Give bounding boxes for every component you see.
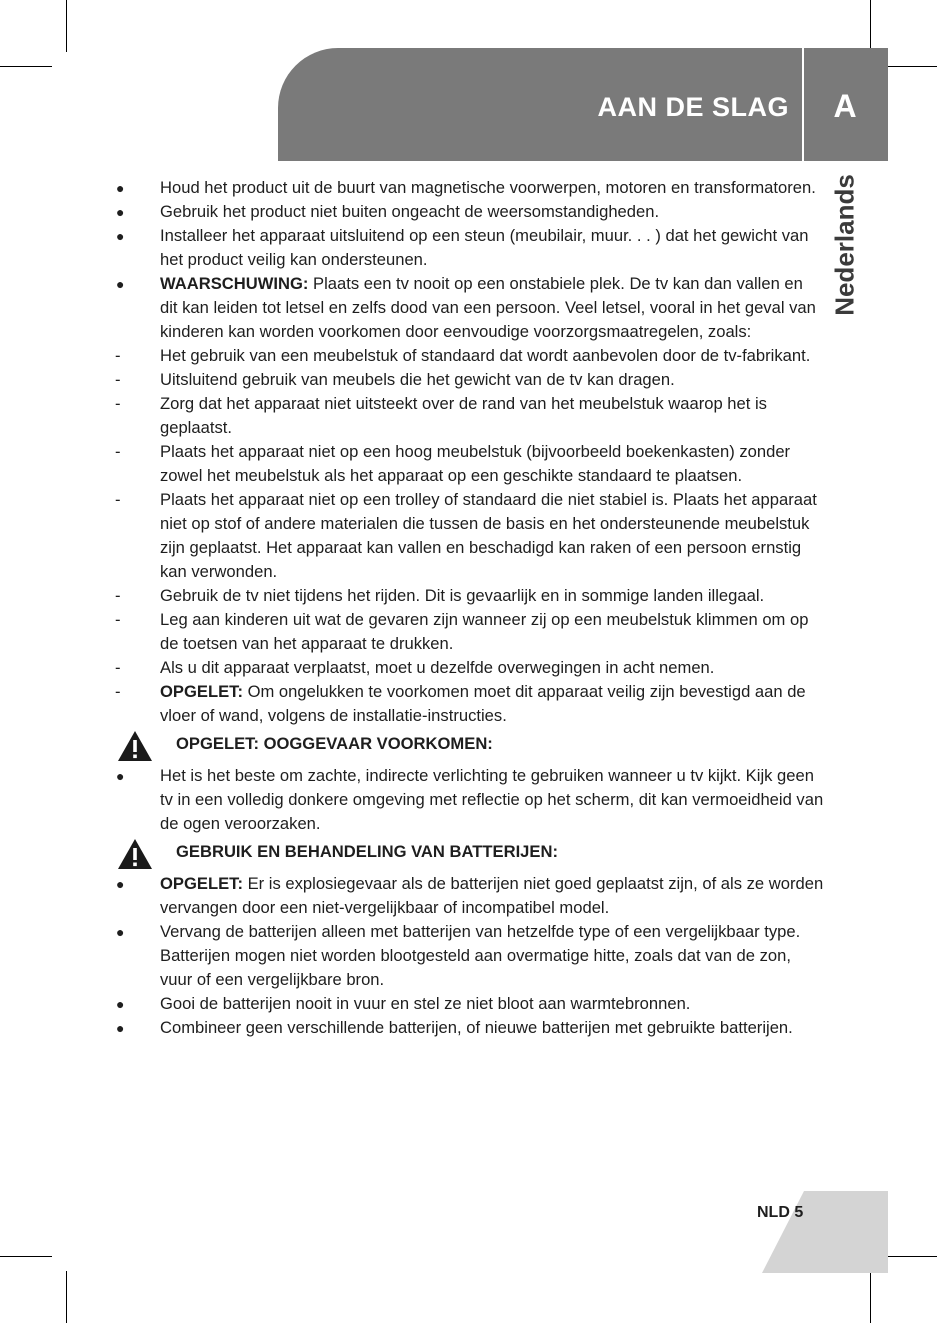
page-number: NLD 5 (757, 1204, 804, 1221)
crop-mark (66, 0, 67, 52)
crop-mark (870, 0, 871, 52)
crop-mark (885, 66, 937, 67)
header-band (278, 48, 888, 161)
section-letter: A (833, 88, 857, 124)
dash-marker: - (115, 490, 121, 509)
crop-mark (0, 1256, 52, 1257)
dash-marker: - (115, 394, 121, 413)
language-side-label: Nederlands (829, 174, 860, 316)
dash-marker: - (115, 346, 121, 365)
dash-marker: - (115, 610, 121, 629)
item-text: Het is het beste om zachte, indirecte verlichting te gebruiken wanneer u tv kijkt. Kijk geen tv in een volledig donkere omgeving met reflectie op het scherm, dit kan vermoeidheid van de ogen veroorzaken. (160, 766, 824, 833)
bullet-item (112, 200, 824, 224)
bullet-item (112, 272, 824, 344)
dash-item (112, 440, 824, 488)
section-heading (112, 730, 824, 764)
item-text: Om ongelukken te voorkomen moet dit apparaat veilig zijn bevestigd aan de vloer of wand, volgens de installatie-instructies. (160, 682, 806, 725)
item-text: Gooi de batterijen nooit in vuur en stel ze niet bloot aan warmtebronnen. (160, 994, 691, 1013)
dash-item (112, 344, 824, 368)
section-heading-text: GEBRUIK EN BEHANDELING VAN BATTERIJEN: (176, 842, 558, 861)
crop-mark (0, 66, 52, 67)
bullet-item (112, 224, 824, 272)
bullet-item (112, 920, 824, 992)
item-text: Gebruik het product niet buiten ongeacht de weersomstandigheden. (160, 202, 660, 221)
item-text: Plaats een tv nooit op een onstabiele plek. De tv kan dan vallen en dit kan leiden tot letsel en zelfs dood van een persoon. Veel letsel, vooral in het geval van kinderen kan worden voorkomen door eenvoudige voorzorgsmaatregelen, zoals: (160, 274, 816, 341)
item-text: Als u dit apparaat verplaatst, moet u dezelfde overwegingen in acht nemen. (160, 658, 715, 677)
dash-marker: - (115, 586, 121, 605)
item-text: Houd het product uit de buurt van magnetische voorwerpen, motoren en transformatoren. (160, 178, 816, 197)
dash-marker: - (115, 442, 121, 461)
emphasis-label: OPGELET: (160, 682, 243, 701)
bullet-marker: ● (116, 204, 125, 220)
dash-item (112, 656, 824, 680)
dash-marker: - (115, 682, 121, 701)
bullet-item (112, 176, 824, 200)
dash-item (112, 368, 824, 392)
item-text: Plaats het apparaat niet op een trolley of standaard die niet stabiel is. Plaats het apparaat niet op stof of andere materialen die tussen de basis en het ondersteunende meubelstuk zijn geplaatst. Het apparaat kan vallen en beschadigd kan raken of een persoon ernstig kan verwonden. (160, 490, 817, 581)
bullet-marker: ● (116, 996, 125, 1012)
bullet-item (112, 872, 824, 920)
warning-triangle-icon (117, 838, 153, 870)
item-text: Leg aan kinderen uit wat de gevaren zijn wanneer zij op een meubelstuk klimmen om op de toetsen van het apparaat te drukken. (160, 610, 809, 653)
content-body (112, 176, 824, 1040)
bullet-marker: ● (116, 1020, 125, 1036)
section-heading (112, 838, 824, 872)
item-text: Combineer geen verschillende batterijen, of nieuwe batterijen met gebruikte batterijen. (160, 1018, 793, 1037)
item-text: Zorg dat het apparaat niet uitsteekt over de rand van het meubelstuk waarop het is geplaatst. (160, 394, 767, 437)
warning-triangle-icon (117, 730, 153, 762)
dash-item (112, 584, 824, 608)
dash-item (112, 608, 824, 656)
emphasis-label: OPGELET: (160, 874, 243, 893)
section-title: AAN DE SLAG (597, 92, 789, 122)
emphasis-label: WAARSCHUWING: (160, 274, 309, 293)
item-text: Vervang de batterijen alleen met batterijen van hetzelfde type of een vergelijkbaar type. Batterijen mogen niet worden blootgesteld aan overmatige hitte, zoals dat van de zon, vuur of een vergelijkbare bron. (160, 922, 801, 989)
bullet-item (112, 992, 824, 1016)
dash-item (112, 488, 824, 584)
bullet-item (112, 764, 824, 836)
item-text: Plaats het apparaat niet op een hoog meubelstuk (bijvoorbeeld boekenkasten) zonder zowel het meubelstuk als het apparaat op een geschikte standaard te plaatsen. (160, 442, 791, 485)
crop-mark (870, 1271, 871, 1323)
dash-marker: - (115, 658, 121, 677)
item-text: Uitsluitend gebruik van meubels die het gewicht van de tv kan dragen. (160, 370, 675, 389)
item-text: Gebruik de tv niet tijdens het rijden. Dit is gevaarlijk en in sommige landen illegaal. (160, 586, 765, 605)
dash-item (112, 680, 824, 728)
bullet-marker: ● (116, 876, 125, 892)
section-heading-text: OPGELET: OOGGEVAAR VOORKOMEN: (176, 734, 493, 753)
item-text: Er is explosiegevaar als de batterijen niet goed geplaatst zijn, of als ze worden vervangen door een niet-vergelijkbaar of incompatibel model. (160, 874, 824, 917)
bullet-marker: ● (116, 924, 125, 940)
bullet-marker: ● (116, 276, 125, 292)
bullet-marker: ● (116, 768, 125, 784)
dash-item (112, 392, 824, 440)
crop-mark (885, 1256, 937, 1257)
bullet-marker: ● (116, 180, 125, 196)
item-text: Het gebruik van een meubelstuk of standaard dat wordt aanbevolen door de tv-fabrikant. (160, 346, 811, 365)
bullet-marker: ● (116, 228, 125, 244)
header-divider (802, 48, 804, 161)
crop-mark (66, 1271, 67, 1323)
bullet-item (112, 1016, 824, 1040)
dash-marker: - (115, 370, 121, 389)
item-text: Installeer het apparaat uitsluitend op een steun (meubilair, muur. . . ) dat het gewicht van het product veilig kan ondersteunen. (160, 226, 809, 269)
